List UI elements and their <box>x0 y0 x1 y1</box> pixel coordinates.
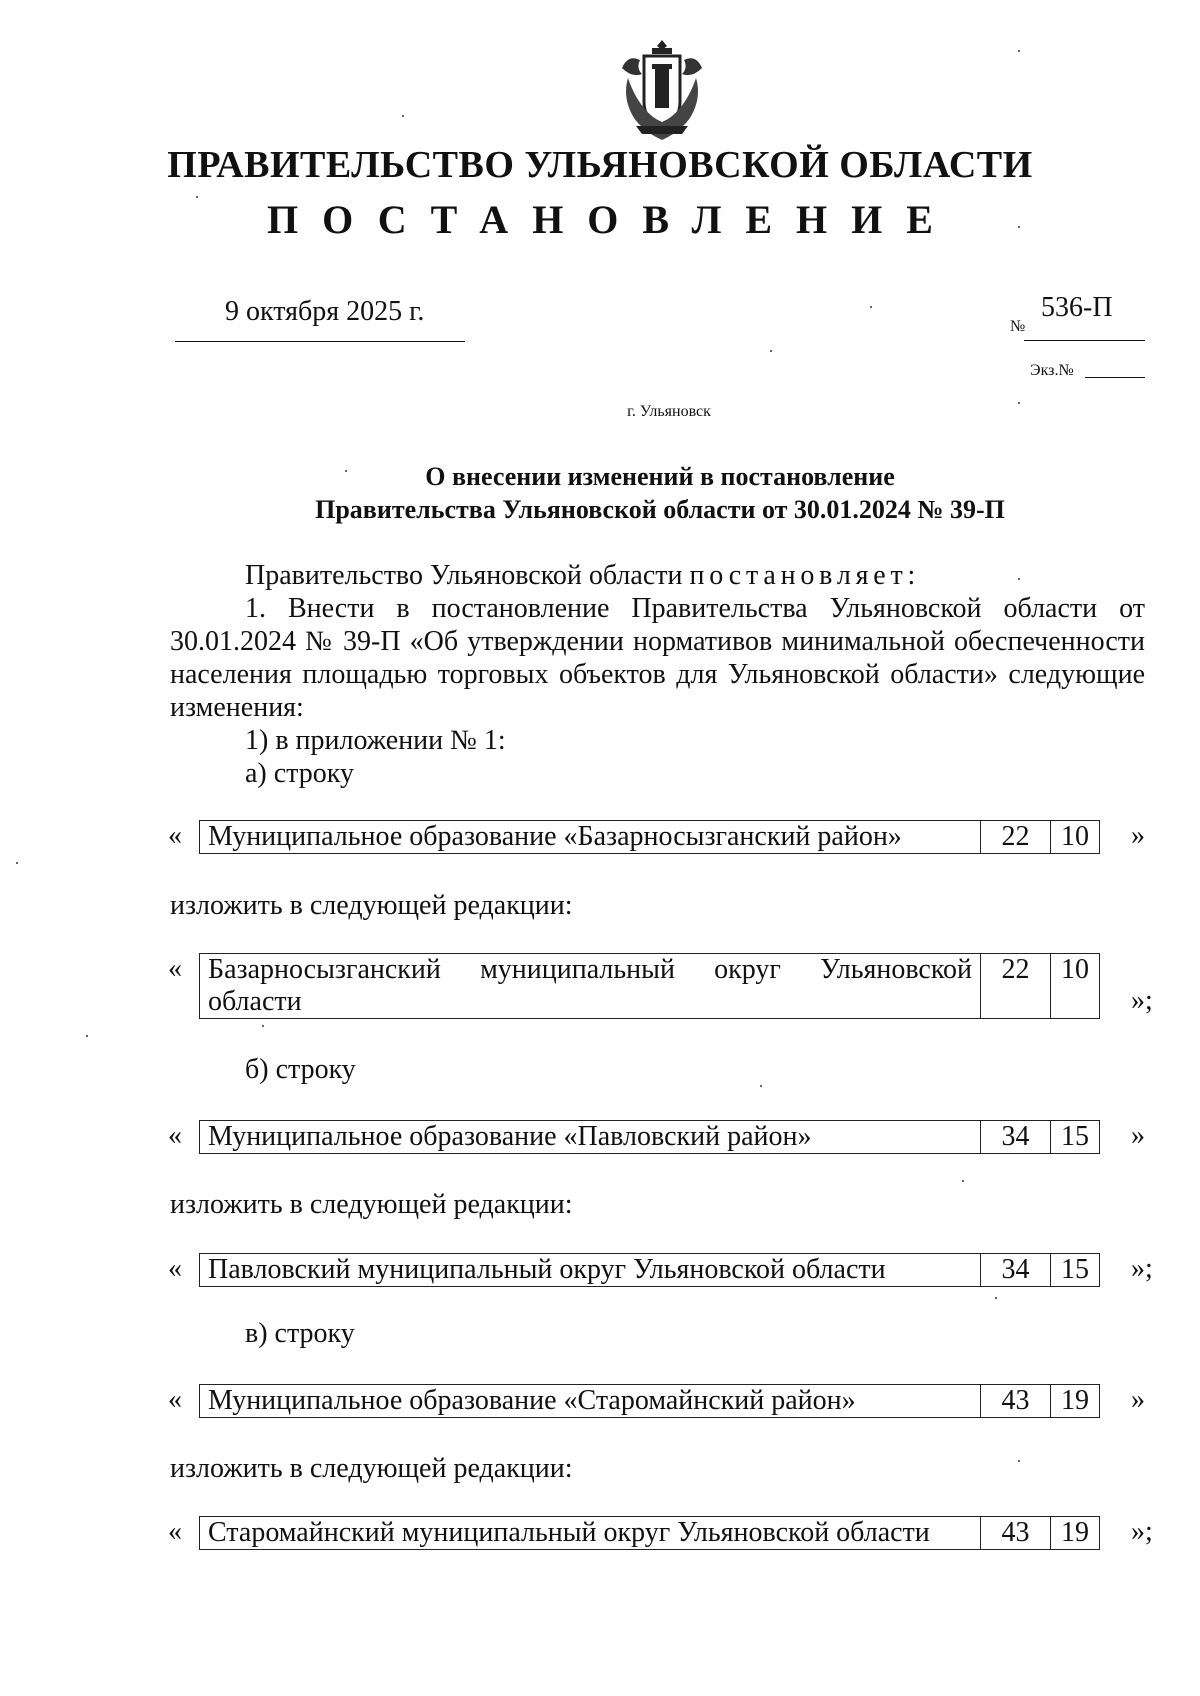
replace-text-v: изложить в следующей редакции: <box>170 1453 573 1484</box>
copy-number-label: Экз.№ <box>1030 362 1074 379</box>
row-value-1: 34 <box>981 1121 1051 1154</box>
row-name: Старомайнский муниципальный округ Ульяновской области <box>200 1517 981 1550</box>
subitem-b: б) строку <box>245 1054 356 1085</box>
number-sign: № <box>1010 318 1026 335</box>
quote-open: « <box>168 820 182 851</box>
scan-speck <box>262 1025 264 1027</box>
quote-open: « <box>168 953 182 984</box>
scan-speck <box>16 862 18 864</box>
quote-close-semicolon: »; <box>1131 985 1153 1016</box>
intro-resolves: постановляет: <box>689 560 921 591</box>
scan-speck <box>402 115 404 117</box>
scan-speck <box>196 196 198 198</box>
scan-speck <box>1018 50 1020 52</box>
intro-text: Правительство Ульяновской области <box>245 560 690 591</box>
scan-speck <box>870 306 872 308</box>
scan-speck <box>1018 226 1020 228</box>
scan-speck <box>1018 402 1020 404</box>
row-value-2: 15 <box>1051 1254 1100 1287</box>
scan-speck <box>760 1085 762 1087</box>
document-title <box>175 460 1145 526</box>
quote-open: « <box>168 1253 182 1284</box>
quote-close: » <box>1131 1384 1145 1415</box>
scan-speck <box>995 1297 997 1299</box>
subitem-a: а) строку <box>245 758 354 789</box>
row-value-1: 43 <box>981 1517 1051 1550</box>
replace-text-a: изложить в следующей редакции: <box>170 890 573 921</box>
scan-speck <box>1018 578 1020 580</box>
row-name: Муниципальное образование «Базарносызганский район» <box>200 821 981 854</box>
row-value-1: 22 <box>981 821 1051 854</box>
row-value-1: 22 <box>981 954 1051 1019</box>
scan-speck <box>962 1180 964 1182</box>
document-number: 536-П <box>1041 292 1113 323</box>
row-name: Муниципальное образование «Павловский район» <box>200 1121 981 1154</box>
row-value-1: 34 <box>981 1254 1051 1287</box>
replace-text-b: изложить в следующей редакции: <box>170 1189 573 1220</box>
title-line-2: Правительства Ульяновской области от 30.01.2024 № 39-П <box>315 495 1005 524</box>
quote-close-semicolon: »; <box>1131 1516 1153 1547</box>
row-name: Базарносызганский муниципальный округ Ульяновской области <box>200 954 981 1019</box>
scan-speck <box>1018 1460 1020 1462</box>
quote-open: « <box>168 1120 182 1151</box>
intro-paragraph <box>245 559 920 592</box>
quote-open: « <box>168 1516 182 1547</box>
subitem-1: 1) в приложении № 1: <box>245 725 506 756</box>
number-underline <box>1024 340 1145 341</box>
document-type: ПОСТАНОВЛЕНИЕ <box>267 197 957 242</box>
scan-speck <box>770 350 772 352</box>
subitem-v: в) строку <box>245 1318 355 1349</box>
row-name: Муниципальное образование «Старомайнский район» <box>200 1385 981 1418</box>
organization-name: ПРАВИТЕЛЬСТВО УЛЬЯНОВСКОЙ ОБЛАСТИ <box>167 144 1033 186</box>
row-value-2: 19 <box>1051 1517 1100 1550</box>
coat-of-arms-emblem <box>618 38 706 142</box>
title-line-1: О внесении изменений в постановление <box>425 462 895 491</box>
row-value-2: 19 <box>1051 1385 1100 1418</box>
row-value-2: 15 <box>1051 1121 1100 1154</box>
row-value-2: 10 <box>1051 954 1100 1019</box>
quote-open: « <box>168 1384 182 1415</box>
row-name: Павловский муниципальный округ Ульяновской области <box>200 1254 981 1287</box>
scan-speck <box>345 470 347 472</box>
paragraph-1: 1. Внести в постановление Правительства Ульяновской области от 30.01.2024 № 39-П «Об утверждении нормативов минимальной обеспеченности населения площадью торговых объектов для Ульяновской области» следующие изменения: <box>170 593 1145 723</box>
quote-close: » <box>1131 820 1145 851</box>
row-value-2: 10 <box>1051 821 1100 854</box>
date-underline <box>175 341 465 342</box>
quote-close: » <box>1131 1120 1145 1151</box>
row-value-1: 43 <box>981 1385 1051 1418</box>
scan-speck <box>86 1035 88 1037</box>
quote-close-semicolon: »; <box>1131 1253 1153 1284</box>
copy-number-underline <box>1085 377 1145 378</box>
document-date: 9 октября 2025 г. <box>225 296 425 327</box>
city-name: г. Ульяновск <box>627 403 711 420</box>
